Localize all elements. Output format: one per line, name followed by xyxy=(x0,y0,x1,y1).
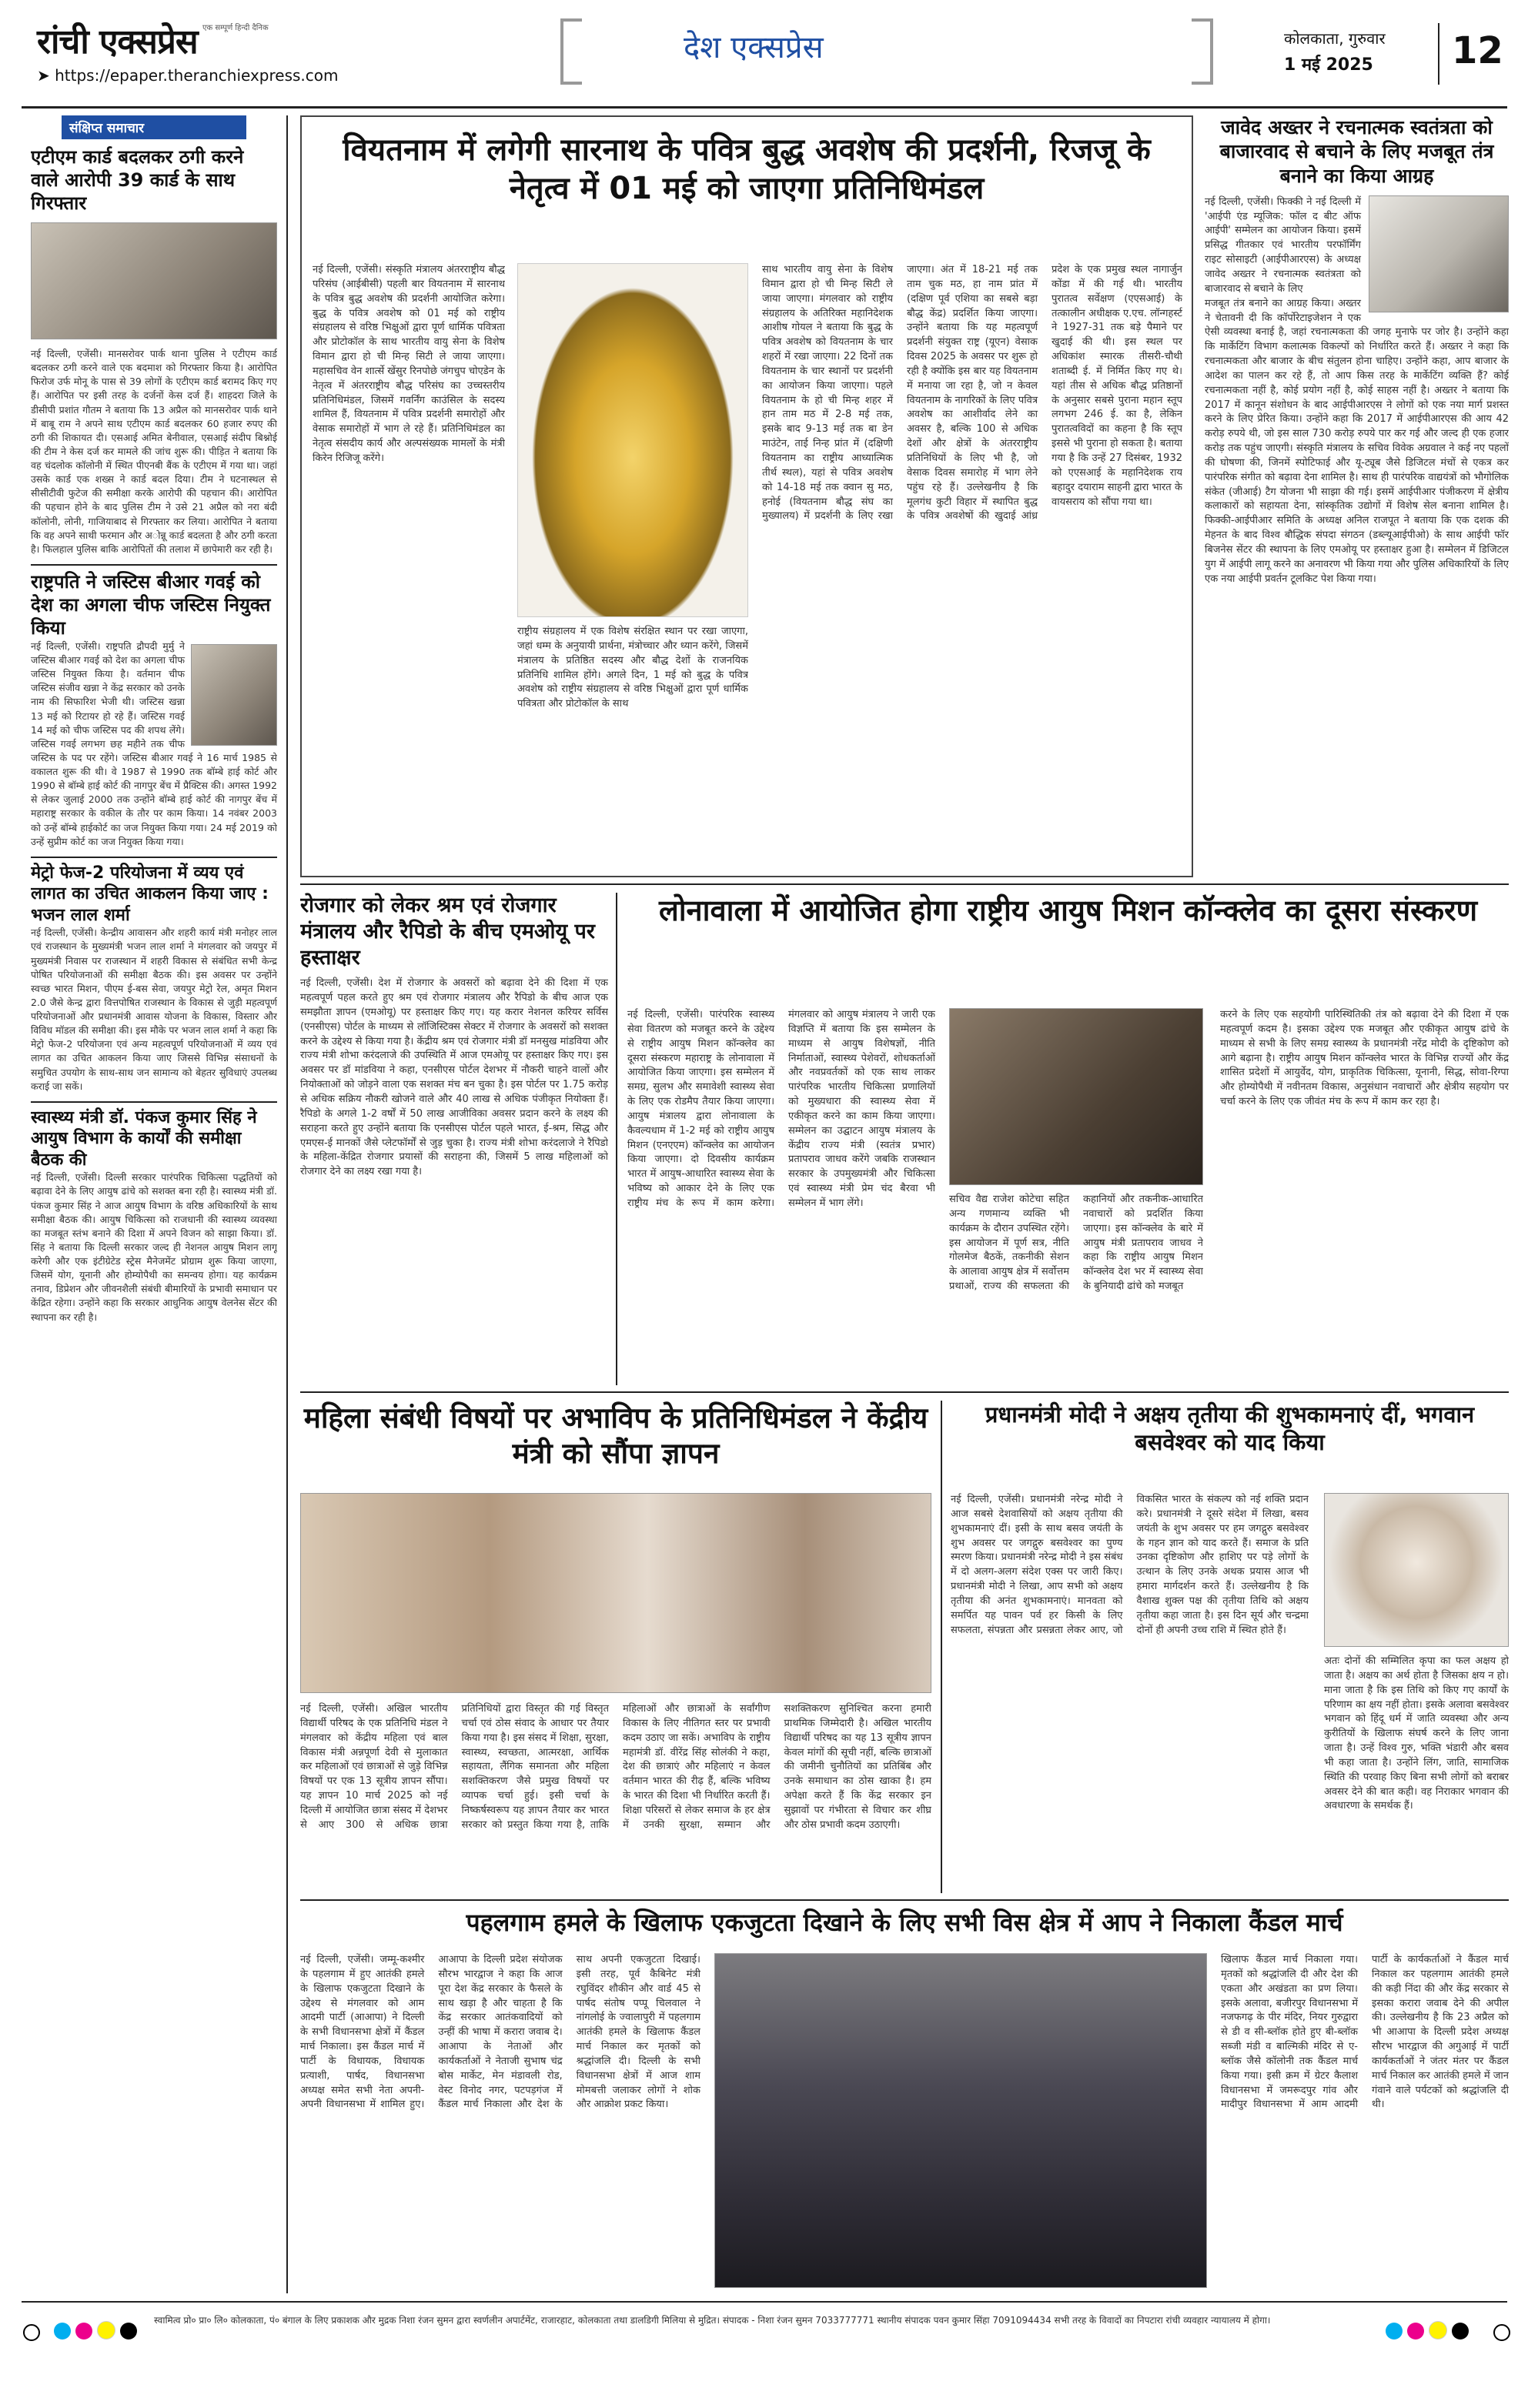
black-swatch-icon xyxy=(120,2323,137,2340)
footer-rule xyxy=(22,2301,1507,2303)
modi-photo xyxy=(1324,1493,1509,1647)
sidebar-rule xyxy=(286,115,288,2293)
brief-photo-cji xyxy=(191,644,277,746)
modi-story xyxy=(951,1401,1509,1893)
cyan-swatch-icon xyxy=(1386,2323,1403,2340)
brief-headline-ayush: स्वास्थ्य मंत्री डॉ. पंकज कुमार सिंह ने आयुष विभाग के कार्यों की समीक्षा बैठक की xyxy=(31,1107,257,1170)
lead-headline: वियतनाम में लगेगी सारनाथ के पवित्र बुद्ध अवशेष की प्रदर्शनी, रिजजू के नेतृत्व में 01 मई को जाएगा प्रतिनिधिमंडल xyxy=(343,132,1151,206)
brief-body-ayush: नई दिल्ली, एजेंसी। दिल्ली सरकार पारंपरिक चिकित्सा पद्धतियों को बढ़ावा देने के लिए आयुष ढांचे को सशक्त बना रही है। स्वास्थ्य मंत्री डॉ. पंकज कुमार सिंह ने आज आयुष विभाग के वरिष्ठ अधिकारियों के साथ समीक्षा बैठक की। आयुष चिकित्सा को राजधानी की स्वास्थ्य व्यवस्था का मजबूत स्तंभ बनाने की दिशा में अपने विजन को साझा किया। डॉ. सिंह ने बताया कि दिल्ली सरकार जल्द ही नेशनल आयुष मिशन लागू करेगी और एक इंटीग्रेटेड स्ट्रेस मैनेजमेंट प्रोग्राम शुरू किया जाएगा, जिसमें योग, यूनानी और होम्योपैथी का समन्वय होगा। यह कार्यक्रम तनाव, डिप्रेशन और जीवनशैली संबंधी बीमारियों के प्रभावी समाधान पर केंद्रित रहेगा। उन्होंने कहा कि सरकार आधुनिक आयुष वेलनेस सेंटर की स्थापना कर रही है। xyxy=(31,1171,277,1323)
registration-mark-right xyxy=(1493,2324,1510,2341)
javed-body-top: नई दिल्ली, एजेंसी। फिक्की ने नई दिल्ली में 'आईपी एंड म्यूजिक: फॉल द बीट ऑफ आईपी' सम्मेलन का आयोजन किया। इसमें प्रसिद्ध गीतकार एवं भारतीय परफॉर्मिंग राइट सोसाइटी (आईपीआरएस) के अध्यक्ष जावेद अख्तर ने रचनात्मक स्वतंत्रता को बाजारवाद से बचाने के लिए xyxy=(1205,195,1361,295)
lonavala-body-right: करने के लिए एक सहयोगी पारिस्थितिकी तंत्र को बढ़ावा देने की दिशा में एक महत्वपूर्ण कदम है। इसका उद्देश्य एक मजबूत और एकीकृत आयुष ढांचे के माध्यम से सभी के लिए समग्र स्वास्थ्य के प्रधानमंत्री नरेंद्र मोदी के दृष्टिकोण को आगे बढ़ाना है। राष्ट्रीय आयुष मिशन कॉन्क्लेव भारत के विभिन्न राज्यों और केंद्र शासित प्रदेशों में आयुर्वेद, योग, प्राकृतिक चिकित्सा, यूनानी, सिद्ध, सोवा-रिग्पा और होम्योपैथी में नवीनतम विकास, अनुसंधान नवाचारों और क्षेत्रीय सहयोग पर चर्चा करने के लिए एक जीवंत मंच के रूप में काम कर रहा है। xyxy=(1220,1009,1509,1108)
registration-icon xyxy=(23,2324,40,2341)
masthead xyxy=(22,11,1507,102)
cmyk-swatches-right xyxy=(1386,2321,1473,2343)
rozgar-story xyxy=(300,893,608,1385)
cmyk-swatches-left xyxy=(54,2321,142,2343)
javed-photo xyxy=(1369,195,1509,312)
brief-headline-metro: मेट्रो फेज-2 परियोजना में व्यय एवं लागत का उचित आकलन किया जाए : भजन लाल शर्मा xyxy=(31,863,269,925)
date-city: कोलकाता, गुरुवार xyxy=(1284,29,1386,48)
lead-photo-caption: राष्ट्रीय संग्रहालय में एक विशेष संरक्षित स्थान पर रखा जाएगा, जहां धम्म के अनुयायी प्रार्थना, मंत्रोच्चार और ध्यान करेंगे, जिसमें मंत्रालय के प्रतिष्ठित सदस्य और बौद्ध देशों के राजनयिक प्रतिनिधि शामिल होंगे। अगले दिन, 1 मई को बुद्ध के पवित्र अवशेष को राष्ट्रीय संग्रहालय से वरिष्ठ भिक्षुओं द्वारा पूर्ण धार्मिक पवित्रता और प्रोटोकॉल के साथ xyxy=(517,626,748,710)
logo: रांची एक्सप्रेस xyxy=(37,22,198,62)
abvp-rule xyxy=(941,1401,942,1893)
aap-body: नई दिल्ली, एजेंसी। जम्मू-कश्मीर के पहलगाम में हुए आतंकी हमले के खिलाफ एकजुटता दिखाने के उद्देश्य से मंगलवार को आम आदमी पार्टी (आआपा) ने दिल्ली के सभी विधानसभा क्षेत्रों में कैंडल मार्च निकाला। इस कैंडल मार्च में पार्टी के विधायक, विधायक प्रत्याशी, पार्षद, विधानसभा अध्यक्ष समेत सभी नेता अपनी-अपनी विधानसभा में शामिल हुए। आआपा के दिल्ली प्रदेश संयोजक सौरभ भारद्वाज ने कहा कि आज पूरा देश केंद्र सरकार के फैसले के साथ खड़ा है और चाहता है कि केंद्र सरकार आतंकवादियों को उन्हीं की भाषा में करारा जवाब दे। आआपा के नेताओं और कार्यकर्ताओं ने नेताजी सुभाष चंद्र बोस मार्केट, मेन मंडावली रोड, वेस्ट विनोद नगर, पटपड़गंज में कैंडल मार्च निकाला और देश के साथ अपनी एकजुटता दिखाई। इसी तरह, पूर्व कैबिनेट मंत्री रघुविंदर शौकीन और वार्ड 45 से पार्षद संतोष पप्पू चिलवाल ने नांगलोई के ज्वालापुरी में पहलगाम आतंकी हमले के खिलाफ कैंडल मार्च निकाल कर मृतकों को श्रद्धांजलि दी। दिल्ली के सभी विधानसभा क्षेत्रों में आज शाम मोमबत्ती जलाकर लोगों ने शोक और आक्रोश प्रकट किया। xyxy=(300,1954,700,2111)
abvp-headline: महिला संबंधी विषयों पर अभाविप के प्रतिनिधिमंडल ने केंद्रीय मंत्री को सौंपा ज्ञापन xyxy=(303,1401,928,1471)
yellow-swatch-icon xyxy=(1429,2321,1447,2340)
modi-body: नई दिल्ली, एजेंसी। प्रधानमंत्री नरेन्द्र मोदी ने आज सबसे देशवासियों को अक्षय तृतीया की शुभकामनाएं दीं। इसी के साथ बसव जयंती के शुभ अवसर पर जगद्गुरु बसवेश्वर का पुण्य स्मरण किया। प्रधानमंत्री नरेन्द्र मोदी ने इस संबंध में दो अलग-अलग संदेश एक्स पर जारी किए। प्रधानमंत्री मोदी ने लिखा, आप सभी को अक्षय तृतीया की अनंत शुभकामनाएं। मानवता को समर्पित यह पावन पर्व हर किसी के लिए सफलता, संपन्नता और प्रसन्नता लेकर आए, जो विकसित भारत के संकल्प को नई शक्ति प्रदान करे। प्रधानमंत्री ने दूसरे संदेश में लिखा, बसव जयंती के शुभ अवसर पर हम जगद्गुरु बसवेश्वर के गहन ज्ञान को याद करते हैं। समाज के प्रति उनका दृष्टिकोण और हाशिए पर पड़े लोगों के उत्थान के लिए उनके अथक प्रयास आज भी हमारा मार्गदर्शन करते हैं। उल्लेखनीय है कि वैशाख शुक्ल पक्ष की तृतीया तिथि को अक्षय तृतीया कहा जाता है। इस दिन सूर्य और चन्द्रमा दोनों ही अपनी उच्च राशि में स्थित होते हैं। xyxy=(951,1494,1309,1636)
sidebar xyxy=(31,115,277,2286)
lonavala-photo xyxy=(949,1008,1203,1185)
aap-story xyxy=(300,1907,1509,2292)
abvp-photo xyxy=(300,1493,931,1693)
epaper-url[interactable]: ➤ https://epaper.theranchiexpress.com xyxy=(37,66,339,85)
mid-rule-2 xyxy=(300,1391,1509,1393)
javed-story xyxy=(1205,115,1509,885)
javed-body: मजबूत तंत्र बनाने का आग्रह किया। अख्तर ने चेतावनी दी कि कॉर्पोरेटाइजेशन ने एक ऐसी व्यवस्था बनाई है, जहां रचनात्मकता की जगह मुनाफे पर जोर है। उन्होंने कहा कि मार्केटिंग विभाग कलात्मक विकल्पों को निर्धारित करते हैं। अख्तर ने कहा कि रचनात्मकता और बाजार के बीच संतुलन होना चाहिए। उन्होंने कहा, आप बाजार के आदेश का पालन कर रहे हैं, तो आप किस तरह के मार्केटिंग व्यक्ति हैं? कोई रचनात्मकता नहीं है, कोई प्रयोग नहीं है, कोई साहस नहीं है। अख्तर ने बताया कि 2017 में कानून संशोधन के बाद आईपीआरएस ने लोगों को एक नया मार्ग प्रशस्त करने के लिए प्रेरित किया। उन्होंने कहा कि 2017 में आईपीआरएस की आय 42 करोड़ रुपये थी, जो इस साल 730 करोड़ रुपये पार कर गई और जल्द ही एक हजार करोड़ तक पहुंच जाएगी। संस्कृति मंत्रालय के सचिव विवेक अग्रवाल ने कई नए पहलों की घोषणा की, जिनमें स्पोटिफाई और यू-ट्यूब जैसे डिजिटल मंचों से एकत्र कर पारंपरिक संगीत को बढ़ावा देना शामिल है। साथ ही पारंपरिक वाद्ययंत्रों को भौगोलिक संकेत (जीआई) टैग योजना भी साझा की गई। इसमें आईपीआर पंजीकरण में क्षेत्रीय कलाकारों को सहायता देना, सांस्कृतिक उद्योगों में विशेष सेल बनाना शामिल है। फिक्की-आईपीआर समिति के अध्यक्ष अनिल राजपूत ने बताया कि एक दशक की मेहनत के बाद विश्व बौद्धिक संपदा संगठन (डब्ल्यूआईपीओ) के साथ आईपी फॉर बिजनेस सेंटर की स्थापना के लिए एमओयू पर हस्ताक्षर हुआ है। सम्मेलन में डिजिटल युग में आईपी लागू करने का अनावरण भी किया गया और पुलिस अधिकारियों के लिए एक नया आईपी प्रवर्तन टूलकिट पेश किया गया। xyxy=(1205,297,1509,585)
lonavala-headline: लोनावाला में आयोजित होगा राष्ट्रीय आयुष मिशन कॉन्क्लेव का दूसरा संस्करण xyxy=(658,893,1478,927)
modi-headline: प्रधानमंत्री मोदी ने अक्षय तृतीया की शुभकामनाएं दीं, भगवान बसवेश्वर को याद किया xyxy=(985,1401,1475,1456)
brief-body-metro: नई दिल्ली, एजेंसी। केन्द्रीय आवासन और शहरी कार्य मंत्री मनोहर लाल एवं राजस्थान के मुख्यमंत्री भजन लाल शर्मा ने मंगलवार को जयपुर में मुख्यमंत्री निवास पर राजस्थान में शहरी विकास से संबंधित सभी केन्द्र पोषित परियोजनाओं की समीक्षा बैठक की। इस अवसर पर उन्होंने स्वच्छ भारत मिशन, पीएम ई-बस सेवा, जयपुर मेट्रो रेल, अमृत मिशन 2.0 जैसे केन्द्र द्वारा वित्तपोषित राजस्थान के विकास से जुड़ी महत्वपूर्ण परियोजनाओं और प्रधानमंत्री आवास योजना के विकास, विस्तार और विविध मॉडल की समीक्षा की। इस मौके पर भजन लाल शर्मा ने कहा कि मेट्रो फेज-2 परियोजना एवं अन्य महत्वपूर्ण परियोजनाओं में व्यय एवं लागत का उचित आकलन किया जाए जिससे विभिन्न संसाधनों के समुचित उपयोग के साथ-साथ जन सामान्य को बेहतर सुविधाएं उपलब्ध कराई जा सकें। xyxy=(31,927,277,1092)
brief-headline-atm: एटीएम कार्ड बदलकर ठगी करने वाले आरोपी 39 कार्ड के साथ गिरफ्तार xyxy=(31,146,244,214)
lonavala-body-left: नई दिल्ली, एजेंसी। पारंपरिक स्वास्थ्य सेवा वितरण को मजबूत करने के उद्देश्य से राष्ट्रीय आयुष मिशन कॉन्क्लेव का दूसरा संस्करण महाराष्ट्र के लोनावाला में आयोजित किया जाएगा। इस सम्मेलन में समग्र, सुलभ और समावेशी स्वास्थ्य सेवा के लिए एक रोडमैप तैयार किया जाएगा। आयुष मंत्रालय द्वारा लोनावाला के कैवल्यधाम में 1-2 मई को राष्ट्रीय आयुष मिशन (एनएएम) कॉन्क्लेव का आयोजन किया जाएगा। दो दिवसीय कार्यक्रम भारत में आयुष-आधारित स्वास्थ्य सेवा के भविष्य को आकार देने के लिए एक राष्ट्रीय मंच के रूप में काम करेगा। मंगलवार को आयुष मंत्रालय ने जारी एक विज्ञप्ति में बताया कि इस सम्मेलन के माध्यम से आयुष विशेषज्ञों, नीति निर्माताओं, स्वास्थ्य पेशेवरों, शोधकर्ताओं और नवप्रवर्तकों को एक साथ लाकर पारंपरिक भारतीय चिकित्सा प्रणालियों को मुख्यधारा की स्वास्थ्य सेवा में एकीकृत करने का काम किया जाएगा। सम्मेलन का उद्घाटन आयुष मंत्रालय के केंद्रीय राज्य मंत्री (स्वतंत्र प्रभार) प्रतापराव जाधव करेंगे जबकि राजस्थान सरकार के उपमुख्यमंत्री और चिकित्सा एवं स्वास्थ्य मंत्री प्रेम चंद बैरवा भी सम्मेलन में भाग लेंगे। xyxy=(627,1009,935,1209)
magenta-swatch-icon xyxy=(75,2323,92,2340)
bracket-right-icon xyxy=(1192,18,1213,85)
magenta-swatch-icon xyxy=(1407,2323,1424,2340)
section-title: देश एक्सप्रेस xyxy=(684,30,824,65)
black-swatch-icon xyxy=(1452,2323,1469,2340)
lead-story xyxy=(300,115,1193,877)
abvp-story xyxy=(300,1401,931,1893)
footer-imprint: स्वामित्व प्रो० प्रा० लि० कोलकाता, पं० बंगाल के लिए प्रकाशक और मुद्रक निशा रंजन सुमन द्वारा स्वर्णलीन अपार्टमेंट, राजारहाट, कोलकाता तथा डालडिगी मिलिया से मुद्रित। संपादक - निशा रंजन सुमन 7033777771 स्थानीय संपादक पवन कुमार सिंहा 7091094434 सभी तरह के विवादों का निपटारा रांची व्यवहार न्यायालय में होगा। xyxy=(154,2315,1271,2326)
brief-headline-cji: राष्ट्रपति ने जस्टिस बीआर गवई को देश का अगला चीफ जस्टिस नियुक्त किया xyxy=(31,570,271,639)
rozgar-body: नई दिल्ली, एजेंसी। देश में रोजगार के अवसरों को बढ़ावा देने की दिशा में एक महत्वपूर्ण पहल करते हुए श्रम एवं रोजगार मंत्रालय और रैपिडो के बीच आज एक समझौता ज्ञापन (एमओयू) पर हस्ताक्षर किए गए। यह करार नेशनल करियर सर्विस (एनसीएस) पोर्टल के माध्यम से लॉजिस्टिक्स सेक्टर में रोजगार के अवसरों को सशक्त करने के उद्देश्य से किया गया है। केंद्रीय श्रम एवं रोजगार मंत्री डॉ मनसुख मांडविया और राज्य मंत्री शोभा करंदलाजे की उपस्थिति में आज एमओयू पर हस्ताक्षर किए गए। इस अवसर पर डॉ मांडविया ने कहा, एनसीएस पोर्टल देशभर में नौकरी चाहने वालों और नियोक्ताओं को जोड़ने वाला एक सशक्त मंच बन चुका है। इस पोर्टल पर 1.75 करोड़ से अधिक सक्रिय नौकरी खोजने वाले और 40 लाख से अधिक पंजीकृत नियोक्ता हैं। रैपिडो के अगले 1-2 वर्षों में 50 लाख आजीविका अवसर प्रदान करने के लक्ष्य की सराहना करते हुए उन्होंने बताया कि एनसीएस पोर्टल पहले भारत, ई-श्रम, सिद्ध और एमएस-ई मानकों जैसे प्लेटफॉर्मों से जुड़ चुका है। राज्य मंत्री शोभा करंदलाजे ने रैपिडो के महिला-केंद्रित रोजगार प्रयासों की सराहना की, जिसमें 5 लाख महिलाओं को रोजगार देने का लक्ष्य रखा गया है। xyxy=(300,977,608,1178)
divider xyxy=(1438,23,1439,85)
abvp-body: नई दिल्ली, एजेंसी। अखिल भारतीय विद्यार्थी परिषद के एक प्रतिनिधि मंडल ने मंगलवार को केंद्रीय महिला एवं बाल विकास मंत्री अन्नपूर्णा देवी से मुलाकात कर महिलाओं एवं छात्राओं से जुड़े विभिन्न विषयों पर एक 13 सूत्रीय ज्ञापन सौंपा। यह ज्ञापन 10 मार्च 2025 को नई दिल्ली में आयोजित छात्रा संसद में देशभर से आए 300 से अधिक छात्रा प्रतिनिधियों द्वारा विस्तृत की गई विस्तृत चर्चा एवं ठोस संवाद के आधार पर तैयार किया गया है। इस संसद में शिक्षा, सुरक्षा, स्वास्थ्य, स्वच्छता, आत्मरक्षा, आर्थिक सहायता, लैंगिक समानता और महिला सशक्तिकरण जैसे प्रमुख विषयों पर व्यापक चर्चा हुई। इसी चर्चा के निष्कर्षस्वरूप यह ज्ञापन तैयार कर भारत सरकार को प्रस्तुत किया गया है, ताकि महिलाओं और छात्राओं के सर्वांगीण विकास के लिए नीतिगत स्तर पर प्रभावी कदम उठाए जा सकें। अभाविप के राष्ट्रीय महामंत्री डॉ. वीरेंद्र सिंह सोलंकी ने कहा, देश की छात्राएं और महिलाएं न केवल वर्तमान भारत की रीढ़ हैं, बल्कि भविष्य के भारत की दिशा भी निर्धारित करती हैं। शिक्षा परिसरों से लेकर समाज के हर क्षेत्र में उनकी सुरक्षा, सम्मान और सशक्तिकरण सुनिश्चित करना हमारी प्राथमिक जिम्मेदारी है। अखिल भारतीय विद्यार्थी परिषद का यह 13 सूत्रीय ज्ञापन केवल मांगों की सूची नहीं, बल्कि छात्राओं की जमीनी चुनौतियों का प्रतिबिंब और उनके समाधान का ठोस खाका है। हम अपेक्षा करते हैं कि केंद्र सरकार इन सुझावों पर गंभीरता से विचार कर शीघ्र और ठोस प्रभावी कदम उठाएगी। xyxy=(300,1703,931,1831)
lead-col1: नई दिल्ली, एजेंसी। संस्कृति मंत्रालय अंतरराष्ट्रीय बौद्ध परिसंघ (आईबीसी) पहली बार वियतनाम में सारनाथ के पवित्र बुद्ध अवशेष की प्रदर्शनी आयोजित करेगा। बुद्ध के पवित्र अवशेष को 01 मई को राष्ट्रीय संग्रहालय से वरिष्ठ भिक्षुओं द्वारा पूर्ण धार्मिक पवित्रता और प्रोटोकॉल के साथ भारतीय वायु सेना के विशेष विमान द्वारा हो ची मिन्ह सिटी ले जाया जाएगा। महासचिव वेन शार्त्से खेंसुर रिनपोछे जंगचुप चोएडेन के नेतृत्व में अंतरराष्ट्रीय बौद्ध परिसंघ का उच्चस्तरीय प्रतिनिधिमंडल, जिसमें गवर्निंग काउंसिल के सदस्य शामिल हैं, वियतनाम में पवित्र प्रदर्शनी समारोहों और वेसाक समारोहों में भाग ले रहे हैं। प्रतिनिधिमंडल का नेतृत्व संसदीय कार्य और अल्पसंख्यक मामलों के मंत्री किरेन रिजिजू करेंगे। xyxy=(313,264,505,464)
rozgar-headline: रोजगार को लेकर श्रम एवं रोजगार मंत्रालय और रैपिडो के बीच एमओयू पर हस्ताक्षर xyxy=(300,893,595,970)
yellow-swatch-icon xyxy=(97,2321,115,2340)
arrow-icon: ➤ xyxy=(37,66,50,85)
aap-body-right: खिलाफ कैंडल मार्च निकाला गया। मृतकों को श्रद्धांजलि दी और देश की एकता और अखंडता का प्रण लिया। इसके अलावा, बजीरपुर विधानसभा में नजफगढ़ के पीर मंदिर, नियर गुरुद्वारा से डी व सी-ब्लॉक होते हुए बी-ब्लॉक सब्जी मंडी व बाल्मिकी मंदिर से ए-ब्लॉक जैसे कॉलोनी तक कैंडल मार्च किया गया। इसी क्रम में ग्रेटर कैलाश विधानसभा में जमरूदपुर गांव और मादीपुर विधानसभा में आम आदमी पार्टी के कार्यकर्ताओं ने कैंडल मार्च निकाल कर पहलगाम आतंकी हमले की कड़ी निंदा की और केंद्र सरकार से इसका करारा जवाब देने की अपील की। उल्लेखनीय है कि 23 अप्रैल को भी आआपा के दिल्ली प्रदेश अध्यक्ष सौरभ भारद्वाज की अगुआई में पार्टी कार्यकर्ताओं ने जंतर मंतर पर कैंडल मार्च निकाल कर आतंकी हमले में जान गंवाने वाले पर्यटकों को श्रद्धांजलि दी थी। xyxy=(1221,1954,1509,2111)
lonavala-caption: सचिव वैद्य राजेश कोटेचा सहित अन्य गणमान्य व्यक्ति भी कार्यक्रम के दौरान उपस्थित रहेंगे। इस आयोजन में पूर्ण सत्र, नीति गोलमेज बैठकें, तकनीकी सेशन के आलावा आयुष क्षेत्र में सर्वोत्तम प्रथाओं, राज्य की सफलता की कहानियों और तकनीक-आधारित नवाचारों को प्रदर्शित किया जाएगा। इस कॉन्क्लेव के बारे में आयुष मंत्री प्रतापराव जाधव ने कहा कि राष्ट्रीय आयुष मिशन कॉन्क्लेव देश भर में स्वास्थ्य सेवा के बुनियादी ढांचे को मजबूत xyxy=(949,1194,1203,1293)
logo-tagline: एक सम्पूर्ण हिन्दी दैनिक xyxy=(202,24,269,32)
mid-rule-3 xyxy=(300,1899,1509,1901)
bracket-left-icon xyxy=(560,18,582,85)
brief-body-atm: नई दिल्ली, एजेंसी। मानसरोवर पार्क थाना पुलिस ने एटीएम कार्ड बदलकर ठगी करने वाले एक बदमाश को गिरफ्तार किया है। आरोपित फिरोज उर्फ मोनू के पास से 39 लोगों के एटीएम कार्ड बरामद किए गए हैं। आरोपित पर इसी तरह के दर्जनों केस दर्ज हैं। शाहदरा जिले के डीसीपी प्रशांत गौतम ने बताया कि 13 अप्रैल को मानसरोवर पार्क थाने में बाबू राम ने अपने साथ एटीएम कार्ड बदलकर 60 हजार रुपए की ठगी की शिकायत दी। एसआई अमित बेनीवाल, एसआई संदीप बिश्नोई की टीम ने केस दर्ज कर मामले की जांच शुरू की। पीड़ित ने बताया कि वह चंदलोक कॉलोनी में स्थित पीएनबी बैंक के एटीएम में गया था। जहां उसके कार्ड एक शख्स ने कार्ड बदल दिया। टीम ने घटनास्थल से सीसीटीवी फुटेज की समीक्षा करके आरोपी की पहचान की। आरोपित की पहचान होने के बाद पुलिस टीम ने उसे 21 अप्रैल को नरा बंदी कॉलोनी, लोनी, गाजियाबाद से गिरफ्तार कर लिया। आरोपित ने बताया कि वह अपने साथी फरमान और अोन्नू कार्ड बदलता है और ठगी करता है। फिलहाल पुलिस बाकि आरोपितों की तलाश में छापेमारी कर रही है। xyxy=(31,348,277,555)
rozgar-rule xyxy=(616,893,617,1385)
mid-rule-1 xyxy=(300,883,1509,885)
lead-body: साथ भारतीय वायु सेना के विशेष विमान द्वारा हो ची मिन्ह सिटी ले जाया जाएगा। मंगलवार को राष्ट्रीय संग्रहालय के अतिरिक्त महानिदेशक आशीष गोयल ने बताया कि बुद्ध के पवित्र अवशेष को वियतनाम के चार शहरों में रखा जाएगा। 22 दिनों तक वियतनाम के चार स्थानों पर प्रदर्शनी का आयोजन किया जाएगा। पहले वियतनाम के हो ची मिन्ह शहर में हान ताम मठ में 2-8 मई तक, इसके बाद 9-13 मई तक बा डेन माउंटेन, ताई निन्ह प्रांत में (दक्षिणी वियतनाम का राष्ट्रीय आध्यात्मिक तीर्थ स्थल), यहां से पवित्र अवशेष को 14-18 मई तक क्वान सु मठ, हनोई (वियतनाम बौद्ध संघ का मुख्यालय) में प्रदर्शनी के लिए रखा जाएगा। अंत में 18-21 मई तक ताम चुक मठ, हा नाम प्रांत में (दक्षिण पूर्व एशिया का सबसे बड़ा बौद्ध केंद्र) प्रदर्शित किया जाएगा। उन्होंने बताया कि यह महत्वपूर्ण प्रदर्शनी संयुक्त राष्ट्र (यूएन) वेसाक दिवस 2025 के अवसर पर शुरू हो रही है क्योंकि इस बार यह वियतनाम में मनाया जा रहा है, जो न केवल वियतनाम के नागरिकों के लिए पवित्र अवशेष का आशीर्वाद लेने का अवसर है, बल्कि 100 से अधिक देशों और क्षेत्रों के अंतरराष्ट्रीय प्रतिनिधियों के लिए भी है, जो वेसाक दिवस समारोह में भाग लेने पहुंच रहे हैं। उल्लेखनीय है कि मूलगंध कुटी विहार में स्थापित बुद्ध के पवित्र अवशेषों की खुदाई आंध्र प्रदेश के एक प्रमुख स्थल नागार्जुन कोंडा में की गई थी। भारतीय पुरातत्व सर्वेक्षण (एएसआई) के तत्कालीन अधीक्षक ए.एच. लॉन्गहर्स्ट ने 1927-31 तक बड़े पैमाने पर खुदाई की थी। इस स्थल पर अधिकांश स्मारक तीसरी-चौथी शताब्दी ई. में निर्मित किए गए थे। यहां तीस से अधिक बौद्ध प्रतिष्ठानों के अनुसार सबसे पुराना महान स्तूप लगभग 246 ई. का है, लेकिन पुरातत्वविदों का कहना है कि स्तूप इससे भी पुराना हो सकता है। बताया गया है कि उन्हें 27 दिसंबर, 1932 को एएसआई के महानिदेशक राय बहादुर दयाराम साहनी द्वारा भारत के वायसराय को सौंपा गया था। xyxy=(762,264,1182,523)
brief-body-cji: नई दिल्ली, एजेंसी। राष्ट्रपति द्रौपदी मुर्मु ने जस्टिस बीआर गवई को देश का अगला चीफ जस्टिस नियुक्त किया है। वर्तमान चीफ जस्टिस संजीव खन्ना ने केंद्र सरकार को उनके नाम की सिफारिश भेजी थी। जस्टिस खन्ना 13 मई को रिटायर हो रहे हैं। जस्टिस गवई 14 मई को चीफ जस्टिस पद की शपथ लेंगे। जस्टिस गवई लगभग छह महीने तक चीफ जस्टिस के पद पर रहेंगे। जस्टिस बीआर गवई ने 16 मार्च 1985 से वकालत शुरू की थी। वे 1987 से 1990 तक बॉम्बे हाई कोर्ट और 1990 से बॉम्बे हाई कोर्ट की नागपुर बेंच में प्रैक्टिस की। अगस्त 1992 से लेकर जुलाई 2000 तक उन्होंने बॉम्बे हाई कोर्ट की नागपुर बेंच में महाराष्ट्र सरकार के वकील के तौर पर काम किया। 14 नवंबर 2003 को उन्हें बॉम्बे हाईकोर्ट का जज नियुक्त किया गया। 24 मई 2019 को उन्हें सुप्रीम कोर्ट का जज नियुक्त किया गया। xyxy=(31,640,277,847)
brief-photo-atm xyxy=(31,222,277,339)
aap-photo xyxy=(714,1953,1207,2288)
date: 1 मई 2025 xyxy=(1284,55,1373,75)
javed-headline: जावेद अख्तर ने रचनात्मक स्वतंत्रता को बाजारवाद से बचाने के लिए मजबूत तंत्र बनाने का किया आग्रह xyxy=(1219,116,1494,187)
lead-photo-relic xyxy=(517,263,748,617)
lonavala-story xyxy=(627,893,1509,1385)
header-rule xyxy=(22,106,1507,109)
aap-headline: पहलगाम हमले के खिलाफ एकजुटता दिखाने के लिए सभी विस क्षेत्र में आप ने निकाला कैंडल मार्च xyxy=(466,1908,1343,1937)
page-number: 12 xyxy=(1452,29,1503,72)
registration-icon xyxy=(1493,2324,1510,2341)
modi-body-right: अतः दोनों की सम्मिलित कृपा का फल अक्षय हो जाता है। अक्षय का अर्थ होता है जिसका क्षय न हो। माना जाता है कि इस तिथि को किए गए कार्यों के परिणाम का क्षय नहीं होता। इसके अलावा बसवेश्वर भगवान को हिंदू धर्म में जाति व्यवस्था और अन्य कुरीतियों के खिलाफ संघर्ष करने के लिए जाना जाता है। उन्हें विश्व गुरु, भक्ति भंडारी और बसव भी कहा जाता है। उन्होंने लिंग, जाति, सामाजिक स्थिति की परवाह किए बिना सभी लोगों को बराबर अवसर देने की बात कही। वह निराकार भगवान की अवधारणा के समर्थक हैं। xyxy=(1324,1655,1509,1812)
cyan-swatch-icon xyxy=(54,2323,71,2340)
sidebar-label: संक्षिप्त समाचार xyxy=(62,115,246,139)
registration-mark-left xyxy=(23,2324,40,2341)
